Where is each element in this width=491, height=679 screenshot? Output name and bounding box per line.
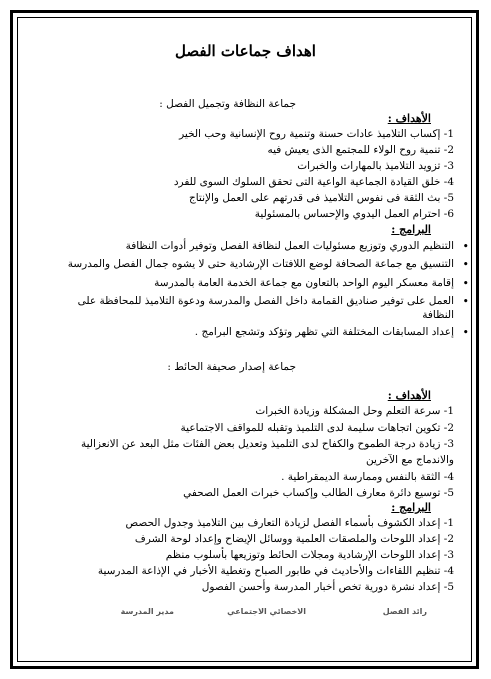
- group2-goal-1: 1- سرعة التعلم وحل المشكلة وزيادة الخبرات: [255, 405, 454, 417]
- group1-program-4: العمل على توفير صناديق القمامة داخل الفصل والمدرسة ودعوة التلاميذ للمحافظة على •: [78, 296, 454, 307]
- group2-programs-label: البرامج :: [391, 501, 431, 514]
- group2-goal-3: 3- زيادة درجة الطموح والكفاح لدى التلميذ وتعديل بعض الفئات مثل البعد عن الانعزالية: [80, 438, 454, 450]
- group2-program-1: 1- إعداد الكشوف بأسماء الفصل لزيادة التعارف بين التلاميذ وجدول الحصص: [125, 517, 454, 529]
- group1-goal-6: 6- احترام العمل اليدوي والإحساس بالمسئولية: [254, 208, 454, 220]
- group2-program-2: 2- إعداد اللوحات والملصقات العلمية ووسائل الإيضاح وإعداد لوحة الشرف: [134, 533, 454, 545]
- group2-program-3: 3- إعداد اللوحات الإرشادية ومجلات الحائط وتوزيعها بأسلوب منظم: [165, 549, 454, 561]
- group2-program-5: 5- إعداد نشرة دورية تخص أخبار المدرسة وأحسن الفصول: [201, 581, 454, 593]
- group1-program-2: التنسيق مع جماعة الصحافة لوضع اللافتات الإرشادية حتى لا يشوه جمال الفصل والمدرسة •: [68, 259, 454, 270]
- group1-program-3: إقامة معسكر اليوم الواحد بالتعاون مع جماعة الخدمة العامة بالمدرسة •: [154, 278, 454, 289]
- group1-heading: جماعة النظافة وتجميل الفصل :: [159, 98, 296, 110]
- group2-heading: جماعة إصدار صحيفة الحائط :: [167, 361, 296, 373]
- signature-principal: مدير المدرسة: [120, 607, 174, 616]
- group2-goals-label: الأهداف :: [387, 389, 431, 402]
- group1-programs-label: البرامج :: [391, 223, 431, 236]
- signature-social-worker: الاخصائي الاجتماعي: [227, 607, 306, 616]
- group2-program-4: 4- تنظيم اللقاءات والأحاديث في طابور الصباح وتغطية الأخبار في الإذاعة المدرسية: [97, 565, 454, 577]
- group1-goal-2: 2- تنمية روح الولاء للمجتمع الذى يعيش فيه: [267, 144, 454, 156]
- group1-goal-5: 5- بث الثقة فى نفوس التلاميذ فى قدرتهم على العمل والإنتاج: [188, 192, 454, 204]
- group2-goal-5: 5- توسيع دائرة معارف الطالب وإكساب خبرات العمل الصحفي: [183, 487, 454, 499]
- group1-program-4-cont: النظافة: [422, 309, 454, 321]
- group1-program-5: إعداد المسابقات المختلفة التي تظهر وتؤكد وتشجع البرامج . •: [195, 327, 454, 338]
- group1-goal-4: 4- خلق القيادة الجماعية الواعية التى تحقق السلوك السوى للفرد: [173, 176, 454, 188]
- group1-program-1: التنظيم الدوري وتوزيع مسئوليات العمل لنظافة الفصل وتوفير أدوات النظافة •: [126, 241, 454, 252]
- group1-goal-1: 1- إكساب التلاميذ عادات حسنة وتنمية روح الإنسانية وحب الخير: [179, 128, 454, 140]
- signature-class-leader: رائد الفصل: [382, 607, 427, 616]
- group1-goal-3: 3- تزويد التلاميذ بالمهارات والخبرات: [297, 160, 454, 172]
- group2-goal-4: 4- الثقة بالنفس وممارسة الديمقراطية .: [281, 471, 454, 483]
- group2-goal-2: 2- تكوين اتجاهات سليمة لدى التلميذ وتقبله للمواقف الاجتماعية: [180, 422, 454, 434]
- page-title: اهداف جماعات الفصل: [175, 42, 316, 60]
- group2-goal-3-cont: والاندماج مع الآخرين: [365, 454, 454, 466]
- group1-goals-label: الأهداف :: [387, 112, 431, 125]
